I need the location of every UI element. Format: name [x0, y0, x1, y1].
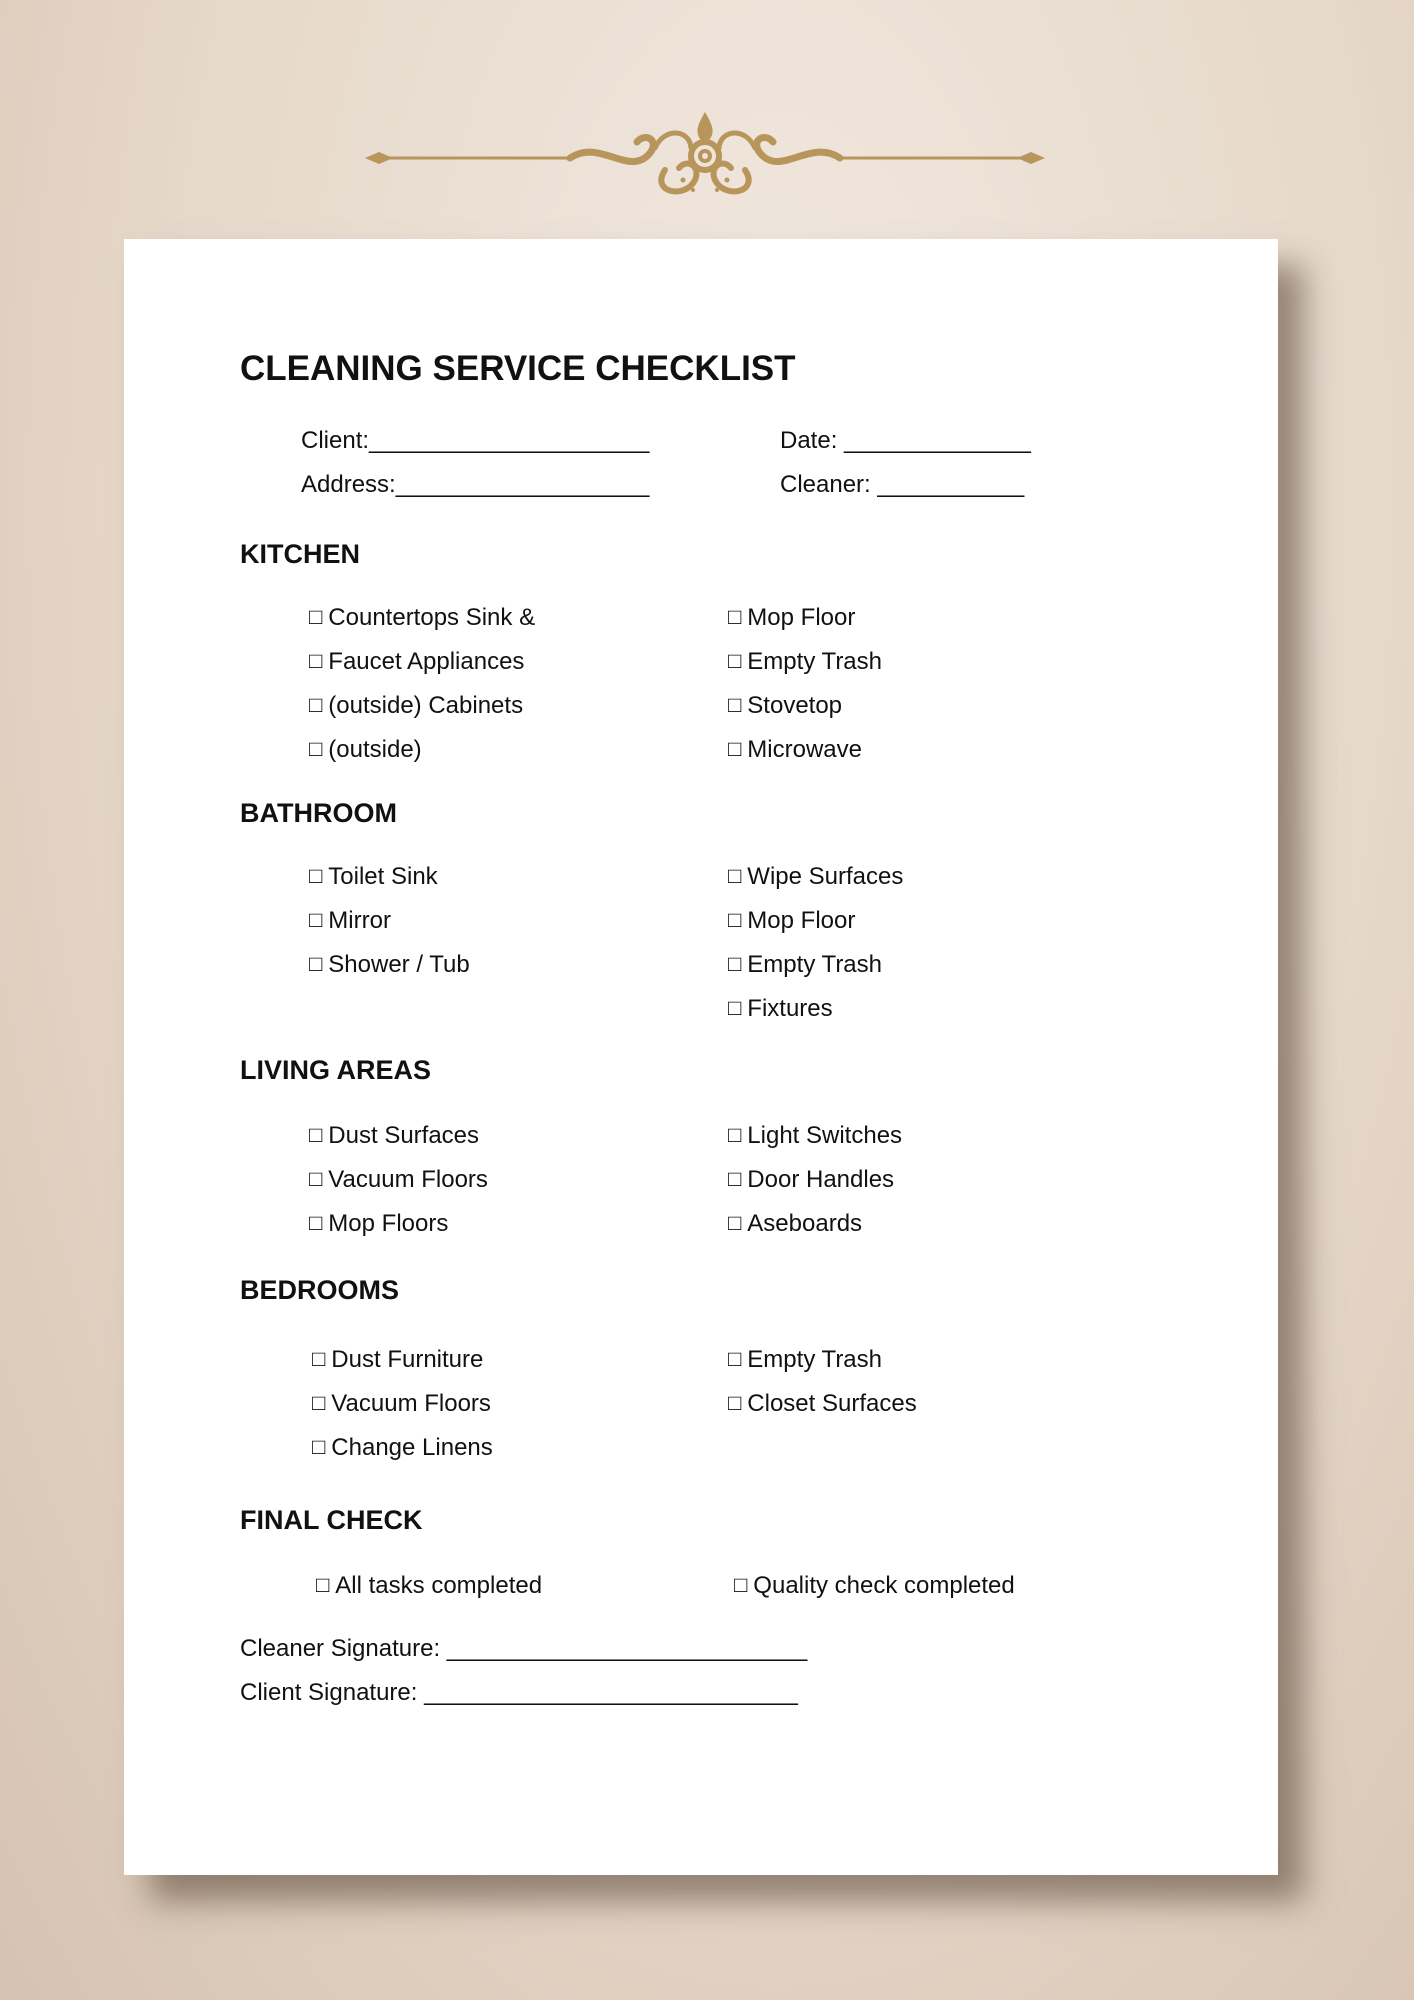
checklist-item-label: (outside) Cabinets: [328, 692, 524, 719]
checklist-item[interactable]: [309, 692, 523, 720]
kitchen-heading: KITCHEN: [240, 539, 360, 569]
checklist-item[interactable]: [728, 1346, 882, 1374]
checkbox-icon[interactable]: □: [728, 1166, 742, 1191]
checklist-item[interactable]: [309, 736, 422, 764]
decorative-flourish: [365, 108, 1045, 204]
checklist-item-label: Dust Surfaces: [328, 1122, 480, 1149]
checklist-item[interactable]: [728, 1122, 902, 1150]
checklist-item[interactable]: [734, 1572, 1015, 1600]
checklist-item-label: Aseboards: [747, 1210, 863, 1237]
checkbox-icon[interactable]: □: [309, 692, 323, 717]
checklist-item-label: Mop Floor: [747, 604, 856, 631]
checklist-item[interactable]: [312, 1434, 493, 1462]
checklist-item[interactable]: [316, 1572, 542, 1600]
checkbox-icon[interactable]: □: [312, 1346, 326, 1371]
checklist-item[interactable]: [309, 1122, 479, 1150]
checklist-item[interactable]: [309, 1166, 488, 1194]
cleaner-signature-line[interactable]: Cleaner Signature: ___________________________: [240, 1635, 808, 1662]
checklist-item-label: Countertops Sink &: [328, 604, 536, 631]
checkbox-icon[interactable]: □: [728, 736, 742, 761]
checklist-item[interactable]: [312, 1390, 491, 1418]
checklist-item-label: Quality check completed: [753, 1572, 1015, 1599]
checklist-item-label: Shower / Tub: [328, 951, 470, 978]
client-field[interactable]: Client:_____________________: [301, 427, 650, 454]
checkbox-icon[interactable]: □: [728, 1390, 742, 1415]
checklist-page: [124, 239, 1278, 1875]
checklist-item[interactable]: [728, 1210, 862, 1238]
checkbox-icon[interactable]: □: [309, 604, 323, 629]
checklist-item[interactable]: [728, 863, 903, 891]
checklist-item-label: Faucet Appliances: [328, 648, 525, 675]
checklist-item-label: Vacuum Floors: [331, 1390, 491, 1417]
checkbox-icon[interactable]: □: [309, 951, 323, 976]
checklist-item[interactable]: [728, 907, 855, 935]
checkbox-icon[interactable]: □: [309, 1210, 323, 1235]
checklist-item-label: Stovetop: [747, 692, 843, 719]
checklist-item[interactable]: [309, 604, 535, 632]
checkbox-icon[interactable]: □: [728, 863, 742, 888]
checkbox-icon[interactable]: □: [312, 1390, 326, 1415]
checklist-item[interactable]: [728, 604, 855, 632]
checklist-item-label: Change Linens: [331, 1434, 493, 1461]
checklist-item[interactable]: [309, 648, 524, 676]
checklist-item[interactable]: [728, 1390, 917, 1418]
bathroom-heading: BATHROOM: [240, 798, 397, 828]
checklist-item[interactable]: [309, 1210, 448, 1238]
checklist-item[interactable]: [728, 951, 882, 979]
checklist-item-label: Dust Furniture: [331, 1346, 484, 1373]
checklist-item-label: Empty Trash: [747, 1346, 883, 1373]
checkbox-icon[interactable]: □: [728, 1210, 742, 1235]
checklist-item[interactable]: [728, 995, 833, 1023]
checkbox-icon[interactable]: □: [728, 1122, 742, 1147]
checklist-item-label: All tasks completed: [335, 1572, 543, 1599]
checklist-item-label: Empty Trash: [747, 951, 883, 978]
checklist-item-label: Microwave: [747, 736, 862, 763]
checkbox-icon[interactable]: □: [728, 951, 742, 976]
checkbox-icon[interactable]: □: [309, 648, 323, 673]
checkbox-icon[interactable]: □: [309, 1166, 323, 1191]
checklist-item[interactable]: [728, 736, 862, 764]
living-areas-heading: LIVING AREAS: [240, 1055, 432, 1085]
checklist-item-label: Mop Floors: [328, 1210, 449, 1237]
checkbox-icon[interactable]: □: [309, 907, 323, 932]
checkbox-icon[interactable]: □: [728, 648, 742, 673]
checkbox-icon[interactable]: □: [728, 1346, 742, 1371]
checklist-item-label: Toilet Sink: [328, 863, 438, 890]
checklist-item-label: Vacuum Floors: [328, 1166, 488, 1193]
checkbox-icon[interactable]: □: [728, 995, 742, 1020]
checklist-item-label: Light Switches: [747, 1122, 903, 1149]
date-field[interactable]: Date: ______________: [780, 427, 1031, 454]
checkbox-icon[interactable]: □: [316, 1572, 330, 1597]
checklist-item[interactable]: [728, 648, 882, 676]
checkbox-icon[interactable]: □: [728, 907, 742, 932]
final-check-heading: FINAL CHECK: [240, 1505, 423, 1535]
checklist-item[interactable]: [309, 951, 470, 979]
checkbox-icon[interactable]: □: [728, 604, 742, 629]
checklist-item-label: Closet Surfaces: [747, 1390, 917, 1417]
checkbox-icon[interactable]: □: [312, 1434, 326, 1459]
checklist-item-label: Mirror: [328, 907, 391, 934]
checklist-item-label: Mop Floor: [747, 907, 856, 934]
cleaner-field[interactable]: Cleaner: ___________: [780, 471, 1025, 498]
checklist-item-label: Door Handles: [747, 1166, 895, 1193]
checkbox-icon[interactable]: □: [734, 1572, 748, 1597]
checklist-item[interactable]: [728, 1166, 894, 1194]
checklist-item[interactable]: [312, 1346, 483, 1374]
address-field[interactable]: Address:___________________: [301, 471, 650, 498]
page-title: CLEANING SERVICE CHECKLIST: [240, 349, 796, 388]
checklist-item[interactable]: [309, 863, 438, 891]
checklist-item-label: Wipe Surfaces: [747, 863, 904, 890]
checklist-item-label: (outside): [328, 736, 422, 763]
checkbox-icon[interactable]: □: [309, 1122, 323, 1147]
checklist-item[interactable]: [728, 692, 842, 720]
checkbox-icon[interactable]: □: [309, 863, 323, 888]
checkbox-icon[interactable]: □: [309, 736, 323, 761]
checklist-item-label: Fixtures: [747, 995, 833, 1022]
checkbox-icon[interactable]: □: [728, 692, 742, 717]
client-signature-line[interactable]: Client Signature: ____________________________: [240, 1679, 798, 1706]
bedrooms-heading: BEDROOMS: [240, 1275, 400, 1305]
checklist-item[interactable]: [309, 907, 391, 935]
checklist-item-label: Empty Trash: [747, 648, 883, 675]
